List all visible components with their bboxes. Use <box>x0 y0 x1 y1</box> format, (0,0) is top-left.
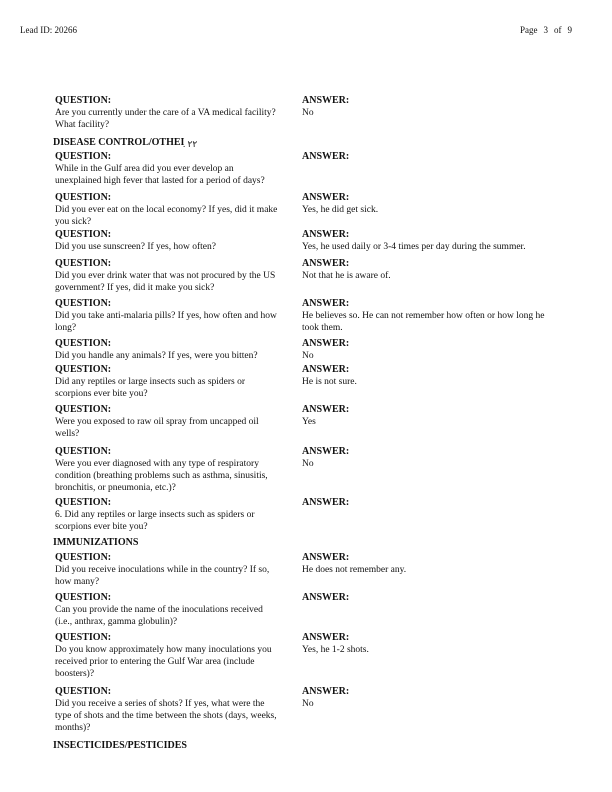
question-text: Do you know approximately how many inoculations you received prior to entering the Gulf War area (include boosters)? <box>55 645 272 679</box>
section-heading-insecticides: INSECTICIDES/PESTICIDES <box>53 740 187 751</box>
answer-label: ANSWER: <box>302 151 350 162</box>
handwritten-mark: . ٢٢ <box>183 139 198 149</box>
question-label: QUESTION: <box>55 95 112 106</box>
question-block <box>55 497 280 533</box>
answer-block <box>302 258 557 282</box>
answer-block <box>302 298 557 334</box>
answer-text: No <box>302 108 314 118</box>
question-block <box>55 338 280 362</box>
question-label: QUESTION: <box>55 298 112 309</box>
answer-label: ANSWER: <box>302 364 350 375</box>
answer-label: ANSWER: <box>302 404 350 415</box>
answer-label: ANSWER: <box>302 686 350 697</box>
answer-block <box>302 446 557 470</box>
question-block <box>55 95 280 131</box>
answer-block <box>302 592 557 604</box>
section-heading-disease-control: DISEASE CONTROL/OTHEI <box>53 137 185 148</box>
question-text: Did any reptiles or large insects such as spiders or scorpions ever bite you? <box>55 377 246 399</box>
answer-label: ANSWER: <box>302 552 350 563</box>
answer-label: ANSWER: <box>302 592 350 603</box>
question-block <box>55 446 280 494</box>
answer-text: Yes, he used daily or 3-4 times per day during the summer. <box>302 242 526 252</box>
answer-block <box>302 151 557 163</box>
question-block <box>55 298 280 334</box>
question-label: QUESTION: <box>55 338 112 349</box>
question-block <box>55 552 280 588</box>
answer-label: ANSWER: <box>302 95 350 106</box>
question-label: QUESTION: <box>55 592 112 603</box>
answer-text: No <box>302 459 314 469</box>
question-text: Did you handle any animals? If yes, were you bitten? <box>55 351 258 361</box>
answer-block <box>302 192 557 216</box>
answer-text: Yes, he 1-2 shots. <box>302 645 369 655</box>
answer-block <box>302 404 557 428</box>
question-text: While in the Gulf area did you ever develop an unexplained high fever that lasted for a period of days? <box>55 164 265 186</box>
question-block <box>55 192 280 228</box>
answer-text: He believes so. He can not remember how often or how long he took them. <box>302 311 545 333</box>
question-text: Did you receive inoculations while in the country? If so, how many? <box>55 565 270 587</box>
answer-label: ANSWER: <box>302 192 350 203</box>
answer-text: Yes <box>302 417 316 427</box>
answer-text: Not that he is aware of. <box>302 271 391 281</box>
answer-label: ANSWER: <box>302 338 350 349</box>
question-text: Did you take anti-malaria pills? If yes, how often and how long? <box>55 311 277 333</box>
question-text: Can you provide the name of the inoculations received (i.e., anthrax, gamma globulin)? <box>55 605 263 627</box>
question-block <box>55 151 280 187</box>
answer-block <box>302 497 557 509</box>
question-text: Were you ever diagnosed with any type of respiratory condition (breathing problems such as asthma, sinusitis, bronchitis, or pneumonia, etc.)? <box>55 459 268 493</box>
question-block <box>55 229 280 253</box>
answer-block <box>302 364 557 388</box>
answer-label: ANSWER: <box>302 258 350 269</box>
question-text: Did you ever eat on the local economy? If yes, did it make you sick? <box>55 205 278 227</box>
question-text: 6. Did any reptiles or large insects such as spiders or scorpions ever bite you? <box>55 510 255 532</box>
question-block <box>55 258 280 294</box>
answer-text: No <box>302 351 314 361</box>
question-block <box>55 364 280 400</box>
question-label: QUESTION: <box>55 552 112 563</box>
question-text: Did you ever drink water that was not procured by the US government? If yes, did it make you sick? <box>55 271 276 293</box>
question-block <box>55 686 280 734</box>
answer-label: ANSWER: <box>302 497 350 508</box>
answer-label: ANSWER: <box>302 298 350 309</box>
page-total: 9 <box>567 25 572 35</box>
page-of: of <box>554 25 562 35</box>
question-block <box>55 632 280 680</box>
answer-block <box>302 229 557 253</box>
question-label: QUESTION: <box>55 632 112 643</box>
question-block <box>55 404 280 440</box>
question-label: QUESTION: <box>55 364 112 375</box>
question-label: QUESTION: <box>55 151 112 162</box>
question-label: QUESTION: <box>55 258 112 269</box>
answer-label: ANSWER: <box>302 632 350 643</box>
question-label: QUESTION: <box>55 192 112 203</box>
question-label: QUESTION: <box>55 686 112 697</box>
page-number: 3 <box>543 25 548 35</box>
page-label: Page <box>520 25 538 35</box>
page-indicator <box>520 25 578 35</box>
answer-text: He is not sure. <box>302 377 357 387</box>
question-label: QUESTION: <box>55 404 112 415</box>
answer-block <box>302 552 557 576</box>
answer-text: No <box>302 699 314 709</box>
answer-block <box>302 632 557 656</box>
answer-block <box>302 95 557 119</box>
question-text: Are you currently under the care of a VA medical facility? What facility? <box>55 108 276 130</box>
question-block <box>55 592 280 628</box>
answer-label: ANSWER: <box>302 229 350 240</box>
question-text: Did you receive a series of shots? If yes, what were the type of shots and the time between the shots (days, weeks, months)? <box>55 699 277 733</box>
question-text: Were you exposed to raw oil spray from uncapped oil wells? <box>55 417 259 439</box>
answer-block <box>302 686 557 710</box>
answer-block <box>302 338 557 362</box>
section-heading-immunizations: IMMUNIZATIONS <box>53 537 139 548</box>
question-label: QUESTION: <box>55 446 112 457</box>
answer-text: Yes, he did get sick. <box>302 205 379 215</box>
question-label: QUESTION: <box>55 497 112 508</box>
question-label: QUESTION: <box>55 229 112 240</box>
lead-id: Lead ID: 20266 <box>20 25 77 35</box>
answer-label: ANSWER: <box>302 446 350 457</box>
question-text: Did you use sunscreen? If yes, how often? <box>55 242 216 252</box>
answer-text: He does not remember any. <box>302 565 407 575</box>
